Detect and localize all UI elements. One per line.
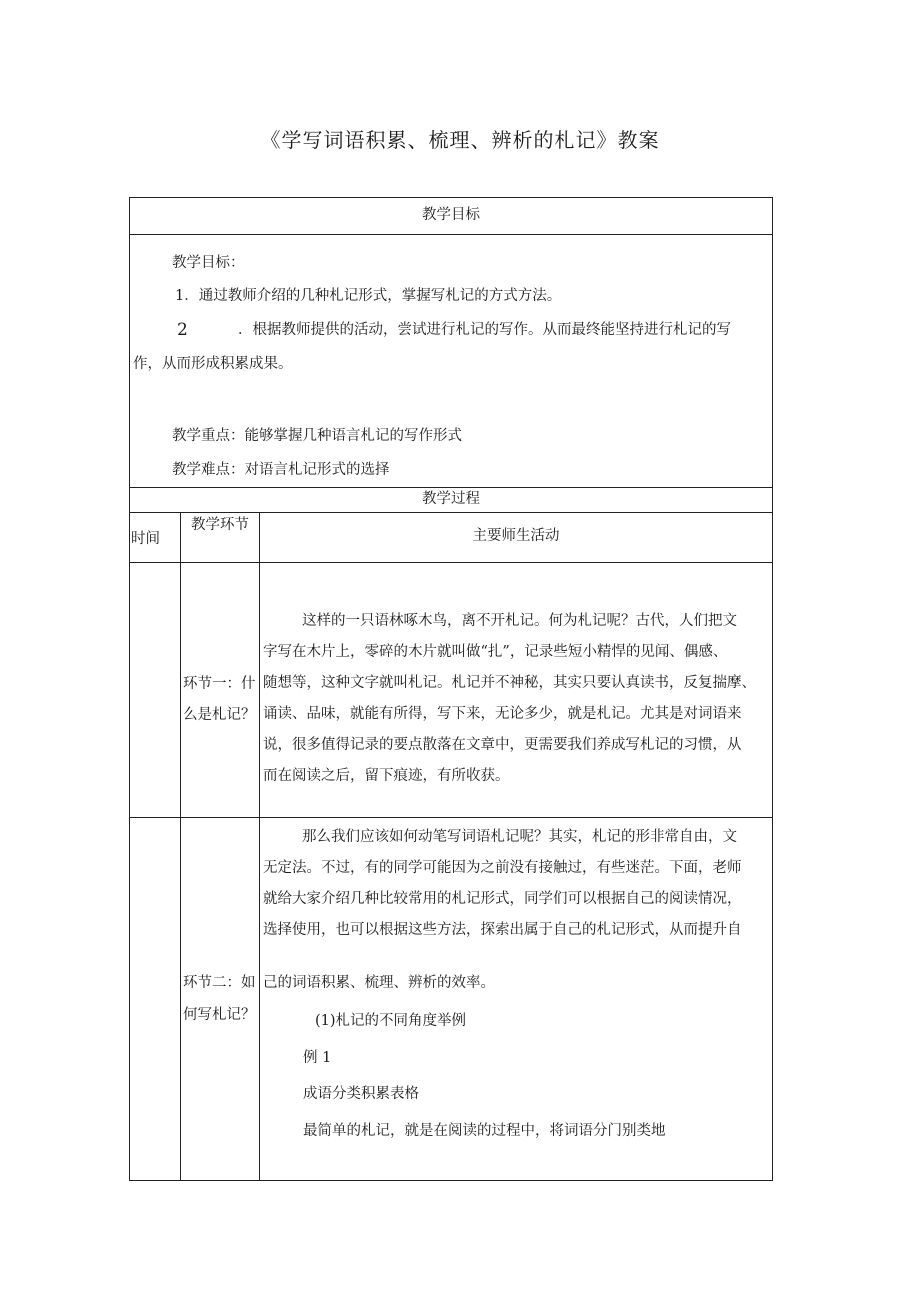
stage-1-activity-line: 诵读、品味，就能有所得，写下来，无论多少，就是札记。尤其是对词语来 (263, 706, 742, 722)
key-point: 教学重点：能够掌握几种语言札记的写作形式 (172, 428, 462, 444)
column-divider (259, 512, 260, 1181)
stage-1-activity-line: 字写在木片上，零碎的木片就叫做“扎”，记录些短小精悍的见闻、偶感、 (263, 644, 728, 660)
column-header-stage: 教学环节 (191, 517, 249, 533)
row-divider (129, 234, 773, 235)
stage-2-label-line-2: 何写札记？ (183, 1007, 256, 1023)
stage-2-example-label: 例 1 (303, 1050, 332, 1066)
row-divider (129, 562, 773, 563)
stage-1-activity-line: 这样的一只语林啄木鸟，离不开札记。何为札记呢？古代，人们把文 (302, 613, 737, 629)
difficulty: 教学难点：对语言札记形式的选择 (172, 462, 390, 478)
goal-item-1: 1．通过教师介绍的几种札记形式，掌握写札记的方式方法。 (175, 288, 562, 304)
stage-2-activity-line: 那么我们应该如何动笔写词语札记呢？其实，札记的形非常自由，文 (302, 829, 737, 845)
column-header-activity: 主要师生活动 (472, 528, 560, 544)
stage-1-activity-line: 而在阅读之后，留下痕迹，有所收获。 (263, 768, 510, 784)
stage-2-activity-line: 选择使用，也可以根据这些方法，探索出属于自己的札记形式，从而提升自 (263, 922, 742, 938)
goal-item-2-number: 2 (177, 320, 188, 340)
goal-item-2-line-2: 作，从而形成积累成果。 (133, 356, 293, 372)
stage-2-activity-line: 无定法。不过，有的同学可能因为之前没有接触过，有些迷茫。下面，老师 (263, 860, 742, 876)
stage-2-label-line-1: 环节二：如 (183, 975, 256, 991)
column-divider (180, 512, 181, 1181)
stage-2-activity-line: 就给大家介绍几种比较常用的札记形式，同学们可以根据自己的阅读情况， (263, 891, 742, 907)
stage-2-subheading: (1)札记的不同角度举例 (315, 1013, 467, 1029)
goals-header: 教学目标 (422, 207, 480, 223)
document-title: 《学写词语积累、梳理、辨析的札记》教案 (260, 128, 660, 152)
goal-item-2-line-1: ．根据教师提供的活动，尝试进行札记的写作。从而最终能坚持进行札记的写 (238, 322, 731, 338)
goals-label: 教学目标： (172, 255, 245, 271)
stage-2-table-name: 成语分类积累表格 (303, 1086, 419, 1102)
process-header: 教学过程 (422, 491, 480, 507)
stage-1-label-line-2: 么是札记？ (183, 707, 256, 723)
stage-1-label-line-1: 环节一：什 (183, 676, 256, 692)
stage-2-last-line: 最简单的札记，就是在阅读的过程中，将词语分门别类地 (303, 1123, 666, 1139)
stage-2-activity-line: 己的词语积累、梳理、辨析的效率。 (263, 975, 495, 991)
stage-1-activity-line: 说，很多值得记录的要点散落在文章中，更需要我们养成写札记的习惯，从 (263, 737, 742, 753)
stage-1-activity-line: 随想等，这种文字就叫札记。札记并不神秘，其实只要认真读书，反复揣摩、 (263, 675, 756, 691)
row-divider (129, 817, 773, 818)
column-header-time: 时间 (131, 531, 160, 547)
